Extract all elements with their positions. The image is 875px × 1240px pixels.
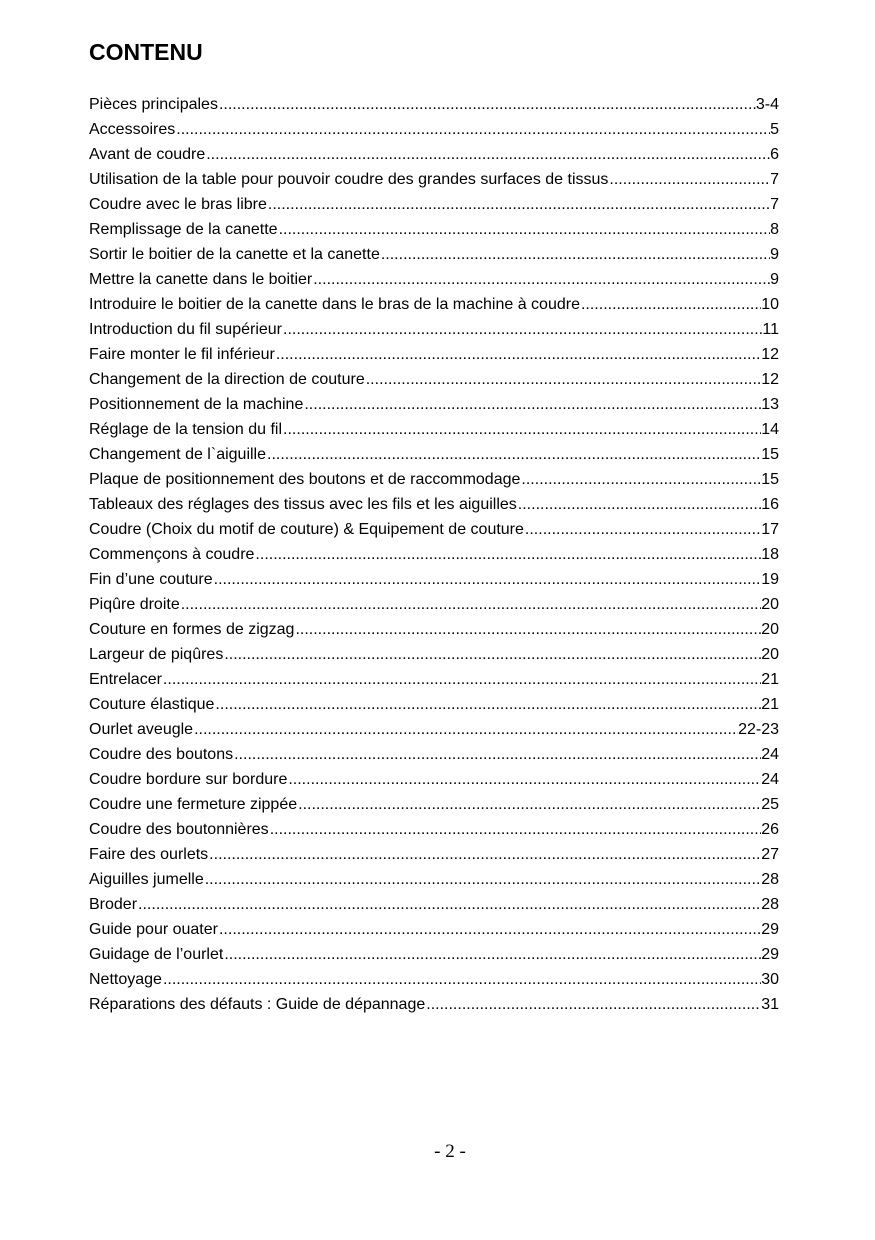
toc-entry [89,892,779,917]
dot-leader [218,92,756,117]
toc-entry-label: Largeur de piqûres [89,646,224,663]
toc-entry-label: Réparations des défauts : Guide de dépannage [89,996,426,1013]
toc-entry-page: 21 [761,696,779,713]
dot-leader [287,767,761,792]
toc-entry-page: 7 [770,171,779,188]
dot-leader [580,292,761,317]
dot-leader [214,692,761,717]
toc-entry [89,667,779,692]
dot-leader [223,642,761,667]
toc-entry [89,167,779,192]
dot-leader [269,817,762,842]
dot-leader [282,417,761,442]
dot-leader [278,217,771,242]
dot-leader [425,992,761,1017]
toc-entry [89,917,779,942]
dot-leader [267,192,770,217]
dot-leader [365,367,761,392]
dot-leader [608,167,770,192]
toc-entry [89,342,779,367]
toc-entry-page: 9 [770,246,779,263]
dot-leader [233,742,761,767]
dot-leader [213,567,762,592]
toc-entry-label: Couture en formes de zigzag [89,621,295,638]
dot-leader [517,492,761,517]
dot-leader [303,392,761,417]
toc-entry-label: Pièces principales [89,96,218,113]
toc-entry-label: Fin d’une couture [89,571,213,588]
toc-entry [89,292,779,317]
toc-entry-page: 3-4 [755,96,779,113]
toc-entry-page: 24 [761,771,779,788]
toc-entry-label: Guidage de l’ourlet [89,946,224,963]
dot-leader [524,517,761,542]
toc-entry [89,542,779,567]
dot-leader [254,542,761,567]
toc-entry-label: Entrelacer [89,671,162,688]
toc-entry-page: 8 [770,221,779,238]
toc-entry-page: 25 [761,796,779,813]
toc-entry-page: 9 [770,271,779,288]
toc-entry-label: Coudre (Choix du motif de couture) & Equipement de couture [89,521,524,538]
toc-entry [89,317,779,342]
dot-leader [294,617,761,642]
toc-entry-label: Introduire le boitier de la canette dans le bras de la machine à coudre [89,296,580,313]
table-of-contents [89,92,779,1017]
toc-entry [89,967,779,992]
toc-entry-label: Nettoyage [89,971,162,988]
toc-entry-page: 20 [761,596,779,613]
toc-entry-page: 15 [761,471,779,488]
toc-entry-page: 21 [761,671,779,688]
dot-leader [266,442,761,467]
toc-entry-label: Changement de la direction de couture [89,371,365,388]
toc-entry [89,142,779,167]
toc-entry [89,817,779,842]
toc-entry-label: Tableaux des réglages des tissus avec les fils et les aiguilles [89,496,517,513]
toc-entry-label: Plaque de positionnement des boutons et de raccommodage [89,471,521,488]
dot-leader [205,142,770,167]
toc-entry-label: Coudre des boutonnières [89,821,269,838]
toc-entry-page: 11 [762,321,779,338]
toc-entry-page: 28 [761,896,779,913]
toc-entry-page: 19 [761,571,779,588]
toc-entry [89,242,779,267]
toc-entry-page: 20 [761,621,779,638]
toc-entry-page: 20 [761,646,779,663]
toc-entry-page: 30 [761,971,779,988]
toc-entry [89,367,779,392]
toc-entry [89,642,779,667]
toc-entry [89,392,779,417]
dot-leader [275,342,761,367]
toc-entry-page: 13 [761,396,779,413]
toc-entry-label: Ourlet aveugle [89,721,194,738]
toc-entry-page: 29 [761,946,779,963]
toc-entry [89,442,779,467]
toc-entry-page: 16 [761,496,779,513]
toc-entry-label: Accessoires [89,121,176,138]
toc-entry [89,467,779,492]
dot-leader [175,117,770,142]
toc-entry-page: 26 [761,821,779,838]
toc-entry-page: 10 [761,296,779,313]
toc-entry-label: Couture élastique [89,696,215,713]
toc-entry-page: 15 [761,446,779,463]
toc-entry-label: Faire monter le fil inférieur [89,346,275,363]
toc-entry-label: Coudre une fermeture zippée [89,796,298,813]
page-title: CONTENU [89,39,203,65]
toc-entry [89,867,779,892]
toc-entry [89,567,779,592]
dot-leader [180,592,761,617]
toc-entry [89,942,779,967]
dot-leader [520,467,761,492]
toc-entry [89,267,779,292]
toc-entry-page: 12 [761,346,779,363]
toc-entry [89,992,779,1017]
toc-entry-page: 12 [761,371,779,388]
toc-entry-label: Introduction du fil supérieur [89,321,282,338]
toc-entry [89,842,779,867]
toc-entry [89,517,779,542]
toc-entry [89,692,779,717]
toc-entry-page: 29 [761,921,779,938]
toc-entry-page: 14 [761,421,779,438]
toc-entry-page: 28 [761,871,779,888]
toc-entry-label: Sortir le boitier de la canette et la canette [89,246,380,263]
toc-entry-label: Mettre la canette dans le boitier [89,271,313,288]
dot-leader [297,792,761,817]
toc-entry [89,492,779,517]
toc-entry [89,742,779,767]
toc-entry-label: Commençons à coudre [89,546,255,563]
toc-entry-label: Utilisation de la table pour pouvoir coudre des grandes surfaces de tissus [89,171,609,188]
toc-entry-label: Broder [89,896,138,913]
dot-leader [204,867,761,892]
toc-entry-label: Remplissage de la canette [89,221,278,238]
toc-entry-label: Coudre des boutons [89,746,234,763]
dot-leader [380,242,770,267]
toc-entry [89,217,779,242]
toc-entry-page: 5 [770,121,779,138]
toc-entry [89,767,779,792]
toc-entry-label: Faire des ourlets [89,846,209,863]
toc-entry [89,792,779,817]
toc-entry [89,192,779,217]
toc-entry-page: 22-23 [738,721,779,738]
toc-entry-label: Coudre avec le bras libre [89,196,267,213]
dot-leader [223,942,761,967]
toc-entry [89,117,779,142]
toc-entry-page: 18 [761,546,779,563]
toc-entry-label: Avant de coudre [89,146,206,163]
dot-leader [193,717,738,742]
toc-entry-page: 7 [770,196,779,213]
dot-leader [162,967,761,992]
toc-entry [89,592,779,617]
toc-entry [89,92,779,117]
dot-leader [137,892,761,917]
toc-entry-label: Changement de l`aiguille [89,446,266,463]
dot-leader [218,917,761,942]
toc-entry [89,617,779,642]
dot-leader [282,317,762,342]
toc-entry-label: Réglage de la tension du fil [89,421,283,438]
toc-entry-page: 17 [761,521,779,538]
toc-entry-label: Aiguilles jumelle [89,871,204,888]
toc-entry-page: 6 [770,146,779,163]
toc-entry-page: 27 [761,846,779,863]
dot-leader [162,667,761,692]
page-number: - 2 - [434,1141,466,1162]
toc-entry [89,717,779,742]
toc-entry [89,417,779,442]
toc-entry-label: Guide pour ouater [89,921,218,938]
toc-entry-label: Coudre bordure sur bordure [89,771,288,788]
toc-entry-label: Piqûre droite [89,596,180,613]
dot-leader [312,267,770,292]
toc-entry-page: 31 [761,996,779,1013]
toc-entry-page: 24 [761,746,779,763]
toc-entry-label: Positionnement de la machine [89,396,304,413]
dot-leader [208,842,761,867]
